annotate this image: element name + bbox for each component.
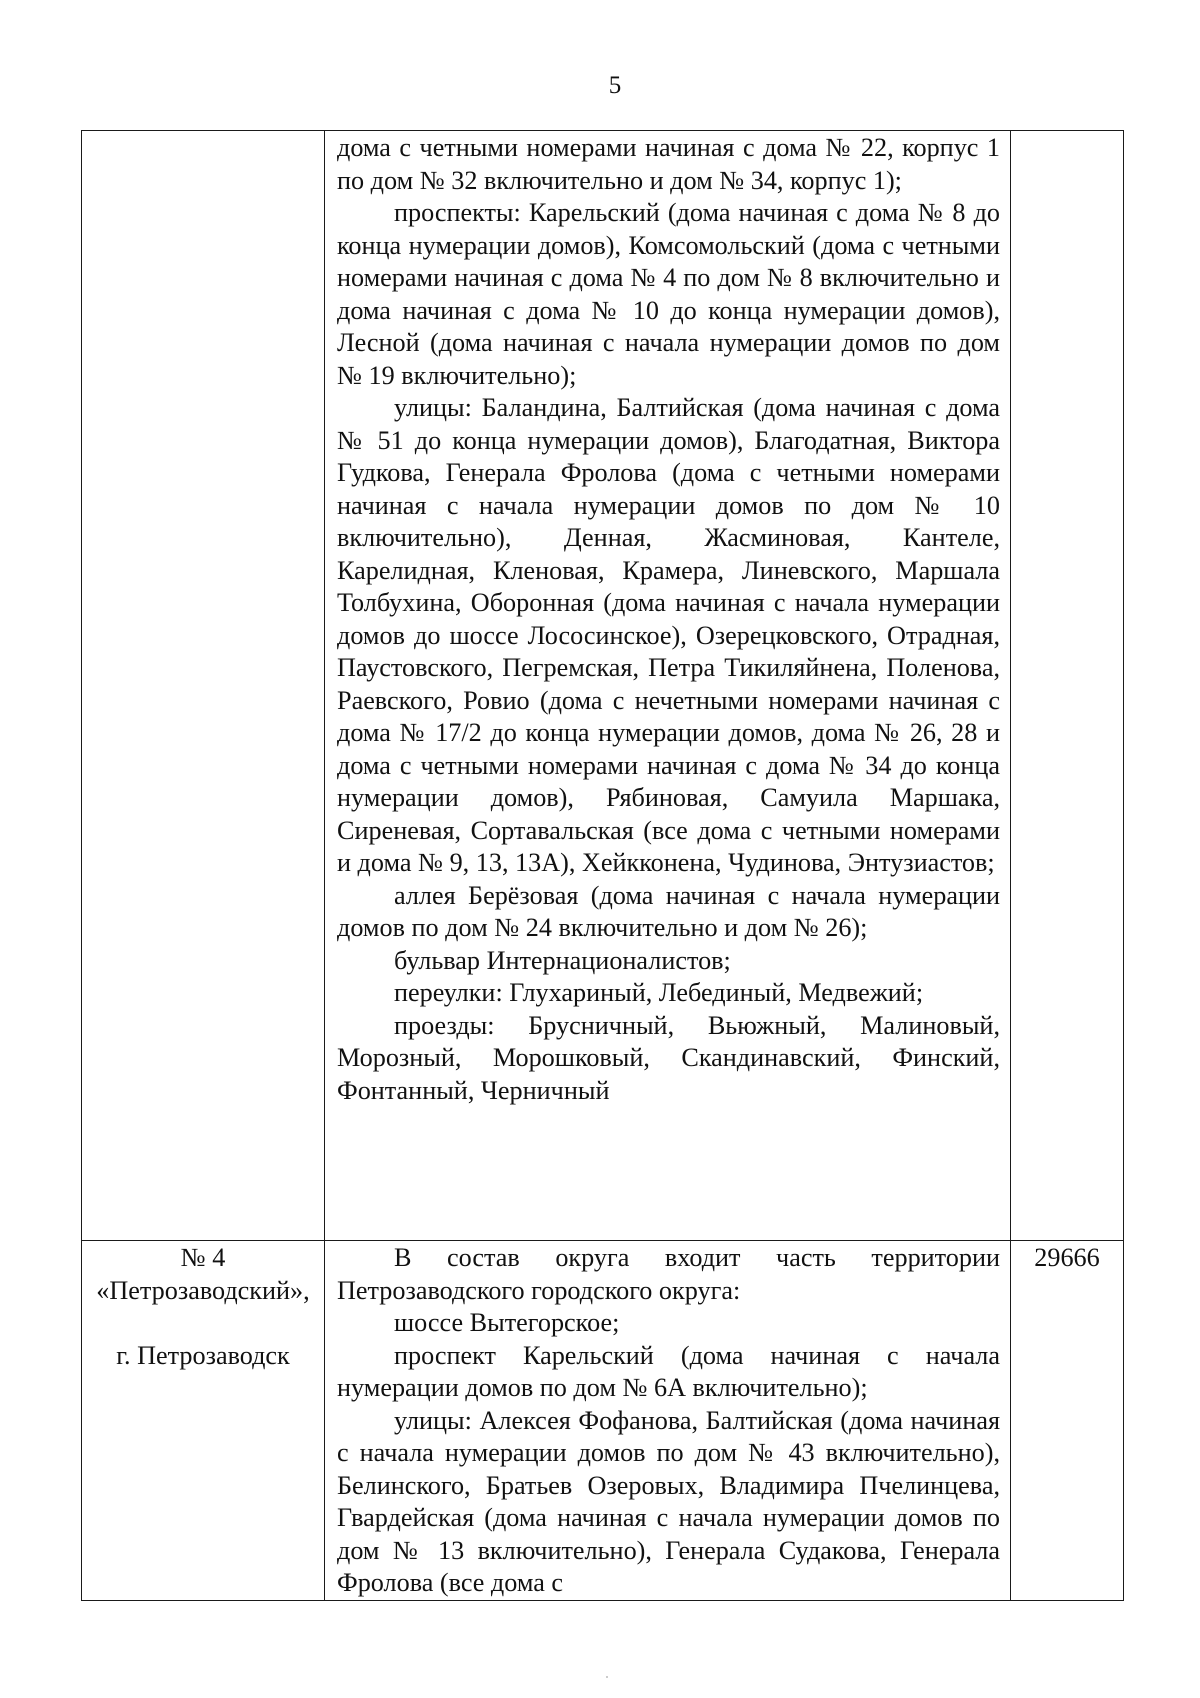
district-number: № 4 [180,1243,226,1272]
description-paragraph: аллея Берёзовая (дома начиная с начала нумерации домов по дом № 24 включительно и дом № 26); [337,880,1000,942]
district-name-cell [82,131,325,1241]
description-paragraph: переулки: Глухариный, Лебединый, Медвежий; [394,978,924,1007]
description-paragraph: улицы: Баландина, Балтийская (дома начиная с дома № 51 до конца нумерации домов), Благодатная, Виктора Гудкова, Генерала Фролова (дома с четными номерами начиная с начала нумерации домов по дом № 10 включительно), Денная, Жасминовая, Кантеле, Карелидная, Кленовая, Крамера, Линевского, Маршала Толбухина, Оборонная (дома начиная с начала нумерации домов до шоссе Лососинское), Озерецковского, Отрадная, Паустовского, Пегремская, Петра Тикиляйнена, Поленова, Раевского, Ровио (дома с нечетными номерами начиная с дома № 17/2 до конца нумерации домов, дома № 26, 28 и дома с четными номерами начиная с дома № 34 до конца нумерации домов), Рябиновая, Самуила Маршака, Сиреневая, Сортавальская (все дома с четными номерами и дома № 9, 13, 13А), Хейкконена, Чудинова, Энтузиастов; [337,393,1000,877]
voters-count: 29666 [1034,1243,1100,1272]
district-name: «Петрозаводский», [96,1275,310,1305]
description-paragraph: проспекты: Карельский (дома начиная с дома № 8 до конца нумерации домов), Комсомольский (дома с четными номерами начиная с дома № 4 по дом № 8 включительно и дома начиная с дома № 10 до конца нумерации домов), Лесной (дома начиная с начала нумерации домов по дом № 19 включительно); [337,198,1000,390]
table-row [82,1241,1124,1601]
district-description-cell [325,1241,1011,1601]
page-number: 5 [608,72,622,99]
description-paragraph: улицы: Алексея Фофанова, Балтийская (дома начиная с начала нумерации домов по дом № 43 включительно), Белинского, Братьев Озеровых, Владимира Пчелинцева, Гвардейская (дома начиная с начала нумерации домов по дом № 13 включительно), Генерала Судакова, Генерала Фролова (все дома с [337,1405,1000,1597]
district-city: г. Петрозаводск [116,1340,290,1370]
description-paragraph: проезды: Брусничный, Вьюжный, Малиновый, Морозный, Морошковый, Скандинавский, Финский, Фонтанный, Черничный [337,1010,1000,1105]
voters-count-cell [1011,131,1124,1241]
description-paragraph: проспект Карельский (дома начиная с начала нумерации домов по дом № 6А включительно); [337,1340,1000,1402]
description-paragraph: шоссе Вытегорское; [394,1308,620,1337]
table-row [82,131,1124,1241]
description-paragraph: дома с четными номерами начиная с дома № 22, корпус 1 по дом № 32 включительно и дом № 34, корпус 1); [337,133,1000,195]
voters-count-cell [1011,1241,1124,1601]
description-paragraph: бульвар Интернационалистов; [394,945,731,975]
district-description-cell [325,131,1011,1241]
scan-artifact [606,1676,608,1678]
district-name-cell [82,1241,325,1601]
description-paragraph: В состав округа входит часть территории Петрозаводского городского округа: [337,1243,1000,1305]
districts-table [81,130,1124,1601]
